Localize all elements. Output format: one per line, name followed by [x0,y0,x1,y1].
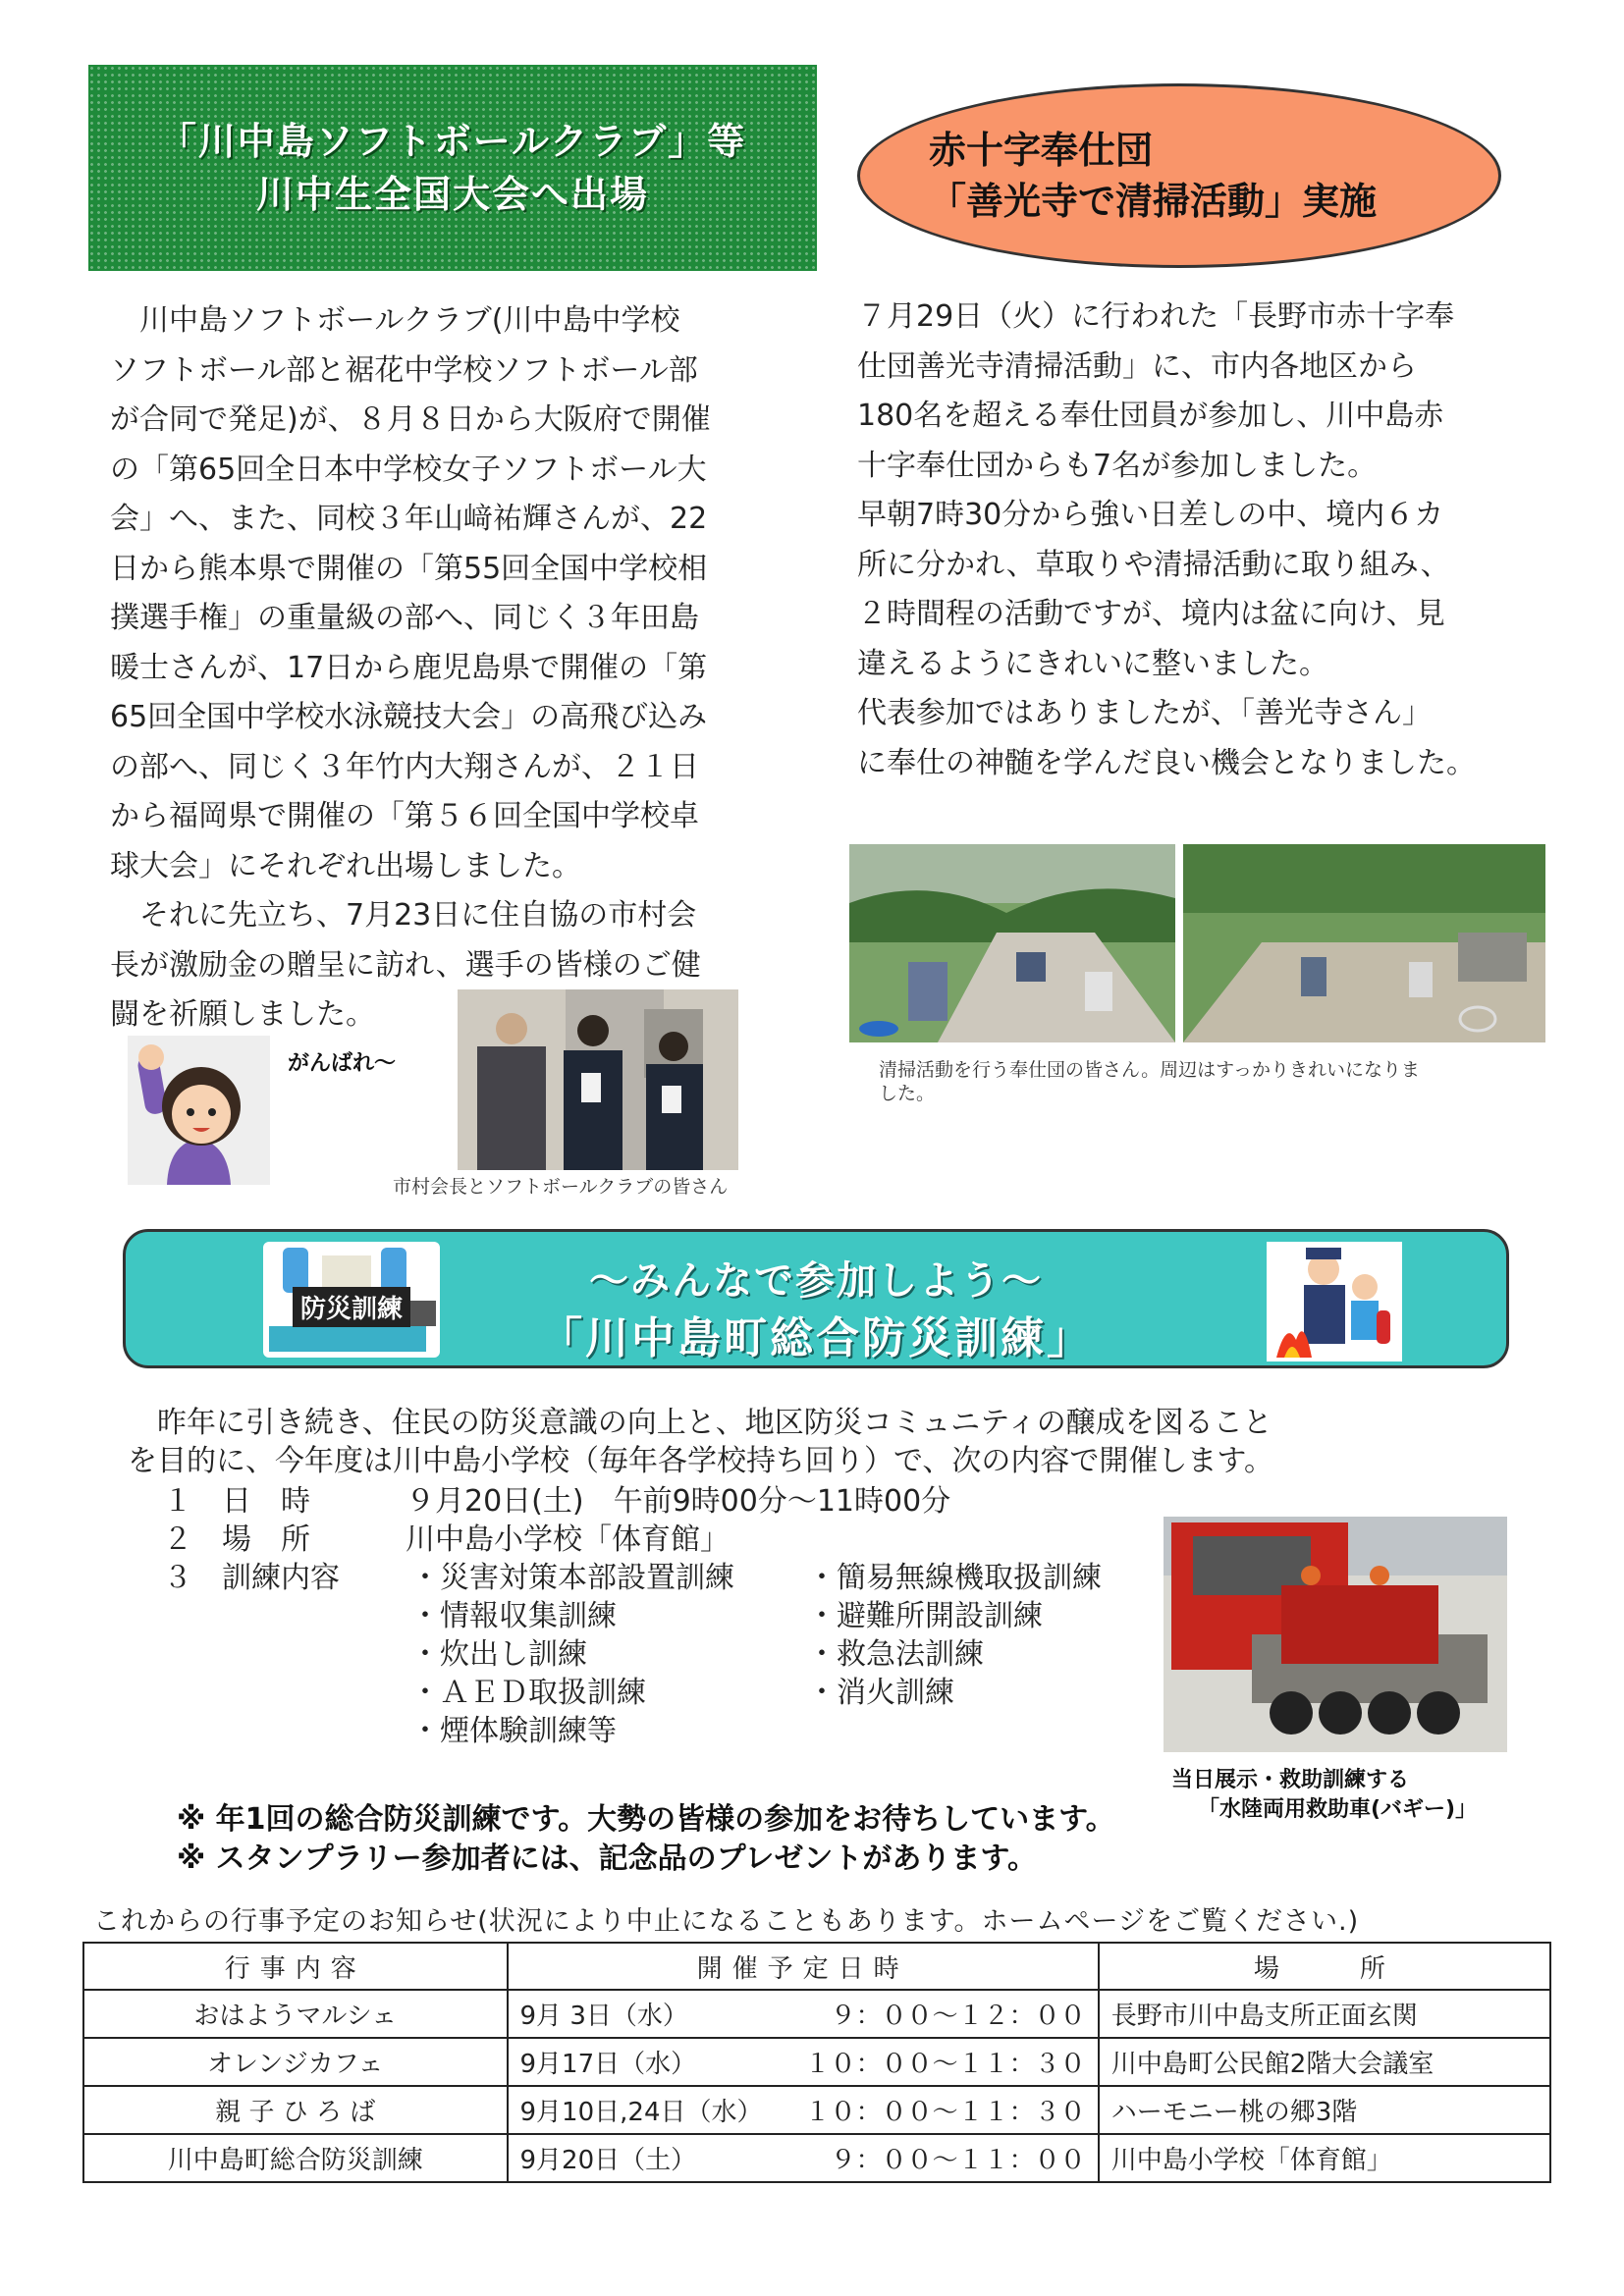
article-line: 暖士さんが、17日から鹿児島県で開催の「第 [110,650,708,685]
event-datetime [508,1990,1099,2038]
training-list-2 [807,1559,1102,1712]
article-line: 65回全国中学校水泳競技大会」の高飛び込み [110,700,708,734]
article-line: 球大会」にそれぞれ出場しました。 [110,848,581,883]
vehicle-caption-2: 「水陸両用救助車(バギー)」 [1198,1797,1478,1822]
training-item: ・情報収集訓練 [410,1599,617,1633]
header-place: 場 所 [1099,1943,1550,1990]
event-datetime [508,2086,1099,2134]
article-line: 十字奉仕団からも7名が参加しました。 [857,448,1378,483]
training-list-1 [410,1559,734,1750]
girl-icon [128,1036,270,1185]
event-datetime [508,2038,1099,2086]
notice-2: ※ スタンプラリー参加者には、記念品のプレゼントがあります。 [177,1842,1038,1876]
event-date: 9月10日,24日（水） [519,2098,763,2127]
article-line: 180名を超える奉仕団員が参加し、川中島赤 [857,399,1444,433]
event-time: １０：００～１１：３０ [804,2098,1086,2127]
event-time: １０：００～１１：３０ [804,2050,1086,2079]
events-title: これからの行事予定のお知らせ(状況により中止になることもあります。ホームページをご覧ください.) [93,1906,1360,1937]
table-row [83,2086,1550,2134]
article-line: それに先立ち、7月23日に住自協の市村会 [110,898,697,933]
softball-article [110,296,774,1041]
table-row [83,2134,1550,2182]
event-name: オレンジカフェ [83,2038,508,2086]
article-line: の「第65回全日本中学校女子ソフトボール大 [110,452,707,487]
event-place: 長野市川中島支所正面玄関 [1099,1990,1550,2038]
article-line: 長が激励金の贈呈に訪れ、選手の皆様のご健 [110,947,701,983]
softball-title-line2: 川中生全国大会へ出場 [255,173,649,216]
table-header-row [83,1943,1550,1990]
intro-line: 昨年に引き続き、住民の防災意識の向上と、地区防災コミュニティの醸成を図ること [128,1406,1272,1440]
article-line: 仕団善光寺清掃活動」に、市内各地区から [857,348,1417,384]
training-item: ・ＡＥＤ取扱訓練 [410,1676,646,1710]
firefighter-kid-icon [1267,1242,1402,1362]
article-line: 所に分かれ、草取りや清掃活動に取り組み、 [857,547,1450,582]
training-item: ・避難所開設訓練 [807,1599,1043,1633]
icon-label: 防災訓練 [293,1287,410,1327]
redcross-title-line2: 「善光寺で清掃活動」実施 [929,180,1378,223]
header-event: 行事内容 [83,1943,508,1990]
softball-photo-caption: 市村会長とソフトボールクラブの皆さん [393,1176,729,1198]
caption-line: した。 [879,1083,936,1104]
banner-subtitle: ～みんなで参加しよう～ [589,1258,1043,1304]
training-item: ・煙体験訓練等 [410,1714,617,1748]
article-line: の部へ、同じく３年竹内大翔さんが、２１日 [110,749,699,784]
article-line: ７月29日（火）に行われた「長野市赤十字奉 [857,299,1455,334]
event-place: ハーモニー桃の郷3階 [1099,2086,1550,2134]
article-line: から福岡県で開催の「第５６回全国中学校卓 [110,799,699,833]
rescue-vehicle-photo [1164,1517,1507,1752]
training-item: ・炊出し訓練 [410,1637,587,1672]
training-item: ・簡易無線機取扱訓練 [807,1561,1102,1595]
article-line: 川中島ソフトボールクラブ(川中島中学校 [110,303,680,338]
vehicle-caption-1: 当日展示・救助訓練する [1171,1768,1410,1792]
speech-text: がんばれ～ [288,1051,397,1076]
article-line: 違えるようにきれいに整いました。 [857,646,1328,681]
redcross-title-line1: 赤十字奉仕団 [929,129,1154,172]
drill-intro [128,1404,1522,1480]
article-line: 日から熊本県で開催の「第55回全国中学校相 [110,551,708,586]
drill-item-content-label: ３ 訓練内容 [163,1561,340,1595]
intro-line: を目的に、今年度は川中島小学校（毎年各学校持ち回り）で、次の内容で開催します。 [128,1444,1273,1478]
article-line: ２時間程の活動ですが、境内は盆に向け、見 [857,597,1445,631]
article-line: 早朝7時30分から強い日差しの中、境内６カ [857,498,1444,532]
softball-club-photo [458,989,738,1170]
event-date: 9月 3日（水） [519,2002,688,2031]
redcross-article [857,293,1535,788]
events-table [82,1942,1551,2183]
cleaning-caption [879,1058,1420,1105]
cheering-girl-illustration [128,1036,270,1185]
article-line: 闘を祈願しました。 [110,997,375,1032]
article-line: 撲選手権」の重量級の部へ、同じく３年田島 [110,601,699,635]
softball-title-line1: 「川中島ソフトボールクラブ」等 [158,120,747,163]
caption-line: 清掃活動を行う奉仕団の皆さん。周辺はすっかりきれいになりま [879,1059,1421,1081]
drill-banner [123,1229,1509,1368]
event-name: おはようマルシェ [83,1990,508,2038]
drill-item-date-label: １ 日 時 [163,1484,310,1519]
event-place: 川中島小学校「体育館」 [1099,2134,1550,2182]
banner-title: 「川中島町総合防災訓練」 [539,1313,1093,1363]
event-datetime [508,2134,1099,2182]
drill-item-place-label: ２ 場 所 [163,1522,310,1557]
table-row [83,2038,1550,2086]
event-time: ９：００～１１：００ [830,2146,1086,2175]
event-date: 9月17日（水） [519,2050,697,2079]
notice-1: ※ 年1回の総合防災訓練です。大勢の皆様の参加をお待ちしています。 [177,1802,1115,1837]
training-item: ・災害対策本部設置訓練 [410,1561,734,1595]
drill-item-date-value: ９月20日(土) 午前9時00分～11時00分 [406,1484,951,1519]
disaster-kit-icon [263,1242,440,1358]
header-datetime: 開催予定日時 [508,1943,1099,1990]
cleaning-photo-2 [1183,844,1545,1042]
event-time: ９：００～１２：００ [830,2002,1086,2031]
article-line: 会」へ、また、同校３年山﨑祐輝さんが、22 [110,502,708,536]
article-line: が合同で発足)が、８月８日から大阪府で開催 [110,402,711,437]
event-place: 川中島町公民館2階大会議室 [1099,2038,1550,2086]
softball-title-box [88,65,817,271]
article-line: に奉仕の神髄を学んだ良い機会となりました。 [857,745,1476,780]
cleaning-photo-1 [849,844,1175,1042]
event-name: 親 子 ひ ろ ば [83,2086,508,2134]
training-item: ・消火訓練 [807,1676,954,1710]
event-name: 川中島町総合防災訓練 [83,2134,508,2182]
drill-item-place-value: 川中島小学校「体育館」 [406,1522,730,1557]
table-row [83,1990,1550,2038]
training-item: ・救急法訓練 [807,1637,984,1672]
article-line: ソフトボール部と裾花中学校ソフトボール部 [110,352,698,388]
event-date: 9月20日（土） [519,2146,697,2175]
redcross-title-oval [857,83,1501,268]
article-line: 代表参加ではありましたが、「善光寺さん」 [857,696,1432,730]
